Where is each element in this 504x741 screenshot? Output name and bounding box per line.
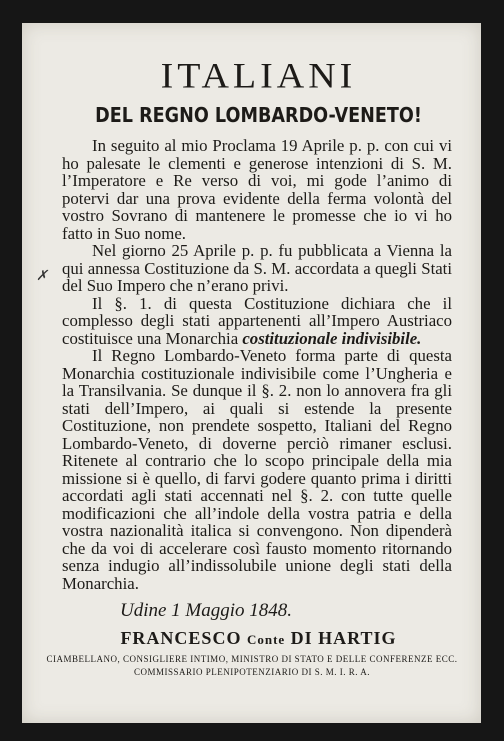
paragraph-3-text: Il §. 1. di questa Costituzione dichiara che il complesso degli stati appartenenti all’Impero Austriaco costituisce una Monarchia xyxy=(62,293,452,348)
proclamation-subtitle: DEL REGNO LOMBARDO-VENETO! xyxy=(95,103,422,127)
proclamation-title: ITALIANI xyxy=(160,56,357,96)
signature xyxy=(62,628,455,649)
proclamation-date: Udine 1 Maggio 1848. xyxy=(120,600,293,621)
paragraph-3 xyxy=(62,295,452,348)
signatory-titles xyxy=(42,653,462,679)
paragraph-4: Il Regno Lombardo-Veneto forma parte di questa Monarchia costituzionale indivisibile come l’Ungheria e la Transilvania. Se dunque il §. 2. non lo annovera fra gli stati dell’Impero, ai quali si estende la presente Costituzione, non prendete sospetto, Italiani del Regno Lombardo-Veneto, di doverne perciò rimaner esclusi. Ritenete al contrario che lo scopo principale della mia missione si è quello, di farvi godere quanto prima i diritti accordati agli stati accennati nel §. 2. con tutte quelle modificazioni che all’indole della vostra patria e della vostra nazionalità italica si convengono. Non dipenderà che da voi di accelerare così fausto momento ritornando senza indugio all’indissolubile unione degli stati della Monarchia. xyxy=(62,346,452,593)
signature-rank: Conte xyxy=(246,632,286,647)
proclamation-sheet xyxy=(22,23,481,723)
signature-surname: DI HARTIG xyxy=(290,628,397,648)
titles-line-2: COMMISSARIO PLENIPOTENZIARIO DI S. M. I. R. A. xyxy=(133,667,370,677)
paragraph-1: In seguito al mio Proclama 19 Aprile p. p. con cui vi ho palesate le clementi e generose intenzioni di S. M. l’Imperatore e Re verso di voi, mi gode l’animo di potervi dar una prova evidente della ferma volontà del vostro Sovrano di mantenere le promesse che io vi ho fatto in Suo nome. xyxy=(62,136,452,243)
marginal-mark: ✗ xyxy=(36,269,48,284)
paragraph-2: Nel giorno 25 Aprile p. p. fu pubblicata a Vienna la qui annessa Costituzione da S. M. accordata a quegli Stati del Suo Impero che n’erano privi. xyxy=(62,241,452,295)
signature-name: FRANCESCO xyxy=(120,628,242,648)
emphasis-text: costituzionale indivisibile. xyxy=(242,328,422,348)
proclamation-body xyxy=(62,137,452,592)
titles-line-1: CIAMBELLANO, CONSIGLIERE INTIMO, MINISTRO DI STATO E DELLE CONFERENZE ECC. xyxy=(46,654,458,664)
